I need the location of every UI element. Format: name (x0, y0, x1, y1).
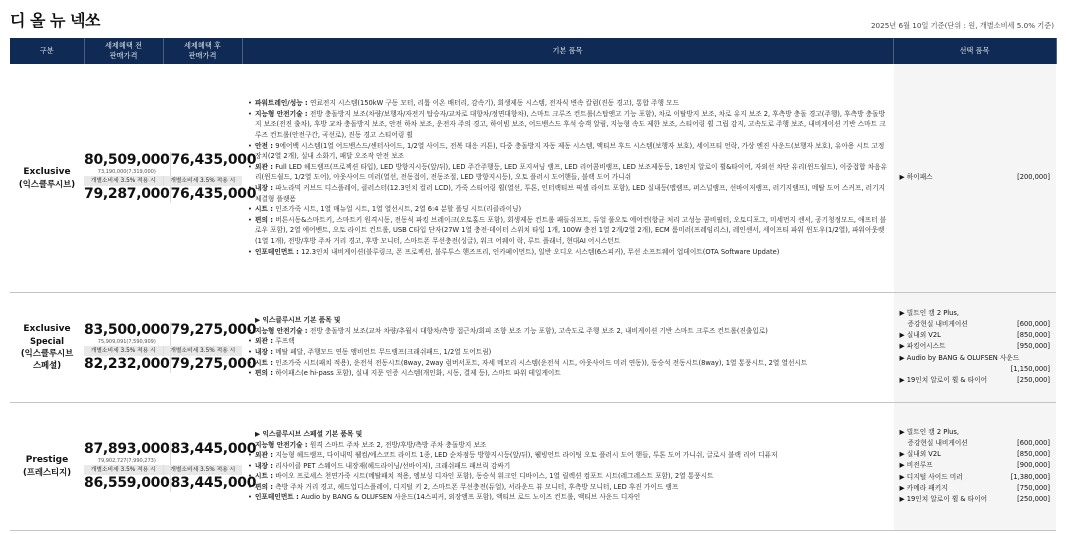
trim-subname: (익스클루시브) (18, 178, 76, 189)
basic-item (248, 109, 889, 141)
tax-band-label: 개별소비세 3.5% 적용 시 (163, 465, 243, 475)
price-after-box (170, 152, 257, 176)
price-cell (84, 292, 257, 402)
basic-item-text: 버튼시동&스마트키, 스마트키 원격시동, 전동식 파킹 브레이크(오토홀드 포함), 회생제동 컨트롤 패들쉬프트, 듀얼 풀오토 에어컨(항균 처리 고성능 콤비필터, 오토디포그, 미세먼지 센서, 공기청정모드, 애프터 블로우 포함), 2열 에어벤트, 오토 라이트 컨트롤, USB C타입 단자(27W 1열 충전·데이터 스위치 타입 1개, 100W 충전 1열 2개/2열 2개), ECM 룸미러(프레임리스), 레인센서, 세이프티 파워 윈도우(1/2열), 파워아웃렛(1열 1개), 전방/후방 주차 거리 경고, 후방 모니터, 스마트폰 무선충전(싱글), 워크 어웨이 락, 루트 플래너, 현대AI 어시스턴트 (255, 215, 887, 246)
price-basis-note: 2025년 6월 10일 기준(단위 : 원, 개별소비세 5.0% 기준) (870, 21, 1054, 30)
option-item (900, 330, 1051, 341)
tax-band-label: 개별소비세 3.5% 적용 시 (84, 465, 163, 475)
price-after-35: 76,435,000 (170, 186, 257, 203)
header-price-before: 세제혜택 전 판매가격 (84, 38, 163, 64)
option-price: [750,000] (1017, 483, 1050, 492)
option-item (900, 460, 1051, 471)
basic-item-category: 내장 : (255, 184, 276, 193)
price-before-detail: 79,902,727(7,990,273) (97, 457, 156, 464)
basic-item-text: 루프랙 (275, 337, 295, 346)
basic-items-list (248, 98, 889, 257)
price-before-detail: 73,190,000(7,319,000) (97, 169, 156, 176)
price-before: 80,509,000 (84, 152, 170, 169)
option-item (900, 341, 1051, 352)
basic-item-category: 외관 : (255, 162, 276, 171)
basic-item (248, 162, 889, 183)
price-standard (84, 152, 257, 176)
option-name: ▶ 하이패스 (899, 173, 933, 182)
trim-name-cell (10, 402, 84, 530)
option-items-cell (893, 64, 1056, 292)
option-name: ▶ Audio by BANG & OLUFSEN 사운드 (899, 353, 1020, 362)
option-item (900, 308, 1051, 319)
price-before: 83,500,000 (84, 321, 170, 338)
price-standard (84, 440, 257, 465)
basic-item (248, 326, 889, 337)
header-trim: 구분 (10, 38, 84, 64)
trim-row (10, 402, 1056, 530)
price-standard (84, 321, 257, 346)
trim-subname: (익스클루시브 (20, 348, 74, 358)
option-item (900, 319, 1051, 330)
option-name: ▶ 디지털 사이드 미러 (899, 472, 963, 481)
option-name: ▶ 파킹어시스트 (899, 342, 946, 351)
trim-name-cell (10, 292, 84, 402)
option-item (900, 427, 1051, 438)
option-price: [250,000] (1017, 495, 1050, 503)
trim-row (10, 64, 1056, 292)
option-item (900, 472, 1051, 483)
option-name: ▶ 빌트인 캠 2 Plus, (899, 427, 959, 436)
option-item (900, 494, 1051, 505)
header-basic: 기본 품목 (242, 38, 893, 64)
option-name: 증강현실 내비게이션 (907, 438, 968, 447)
option-price: [200,000] (1017, 173, 1050, 182)
page-title: 디 올 뉴 넥쏘 (10, 11, 100, 30)
basic-item-category: 편의 : (255, 369, 276, 378)
basic-item-category: 내장 : (255, 348, 276, 356)
option-item (900, 172, 1051, 183)
basic-item-text: 9에어백 시스템(1열 어드밴스드/센터사이드, 1/2열 사이드, 전복 대응 커튼), 다중 충돌방지 자동 제동 시스템, 액티브 후드 시스템(보행자 보호), 세이프티 언락, 가상 엔진 사운드(보행자 보호), 유아용 시트 고정 장치(2열 2개), 실내 소화기, 패달 오조작 안전 보조 (255, 141, 885, 161)
basic-item-text: 리사이클 PET 스웨이드 내장재(헤드라이닝/선바이저), 크래쉬패드 패브릭 감싸기 (275, 461, 511, 470)
price-after: 83,445,000 (170, 440, 257, 457)
option-name: ▶ 빌트인 캠 2 Plus, (899, 308, 959, 317)
basic-item-text: 파노라믹 커브드 디스플레이, 클러스터(12.3인치 컬러 LCD), 가죽 스티어링 휠(열선, 투톤, 인터랙티브 픽셀 라이트 포함), LED 실내등(맵램프, 퍼스널램프, 선바이저램프, 러기지램프), 메탈 도어 스커프, 러기지 체결형 플랫폼 (255, 184, 885, 203)
basic-item-category: 내장 : (255, 461, 276, 470)
tax-band-row (84, 465, 242, 475)
price-table (10, 38, 1057, 531)
price-after: 76,435,000 (170, 152, 257, 169)
option-price: [1,150,000] (1010, 364, 1050, 373)
basic-item-category: 안전 : (255, 141, 276, 150)
basic-item-category: 지능형 안전기술 : (255, 326, 310, 335)
option-name: ▶ 실내외 V2L (899, 450, 941, 459)
basic-item (248, 215, 889, 247)
price-before-35: 82,232,000 (84, 355, 170, 372)
tax-band-label: 개별소비세 3.5% 적용 시 (163, 176, 243, 186)
basic-items-cell (242, 64, 893, 292)
basic-item (248, 347, 889, 358)
option-name: 증강현실 내비게이션 (907, 319, 968, 328)
basic-item (248, 461, 889, 472)
price-reduced (84, 474, 257, 492)
basic-item (248, 450, 889, 461)
option-price: [900,000] (1017, 461, 1050, 470)
trim-name: Prestige (25, 455, 69, 465)
price-before-35: 79,287,000 (84, 186, 170, 203)
option-item (900, 353, 1051, 364)
tax-band-label: 개별소비세 3.5% 적용 시 (163, 346, 243, 356)
basic-item (248, 98, 889, 109)
tax-band-row (84, 346, 242, 356)
option-name: ▶ 19인치 알로이 휠 & 타이어 (899, 376, 988, 384)
price-before-box (84, 441, 170, 465)
basic-item-text: Full LED 헤드램프(프로젝션 타입), LED 방향지시등(앞/뒤), LED 주간주행등, LED 포지셔닝 램프, LED 리어콤비램프, LED 보조제동등, 18인치 알로이 휠&타이어, 자외선 차단 유리(윈드쉴드), 이중접합 차음유리(윈드쉴드, 1/2열 도어), 아웃사이드 미러(열선, 전동접이, 전동조절, LED 방향지시등), 오토 플러시 도어핸들, 블랙 도어 가니쉬 (255, 162, 888, 182)
basic-item-text: 전방 충돌방지 보조(차량/보행자/자전거 탑승자/교차로 대향차/정면대향차), 스마트 크루즈 컨트롤(스탑앤고 기능 포함), 차로 이탈방지 보조, 차로 유지 보조 2, 후측방 충돌 경고(주행), 후측방 충돌방지 보조(전진 출차), 후방 교차 충돌방지 보조, 안전 하차 보조, 운전자 주의 경고, 하이빔 보조, 어드밴스드 후석 승객 알림, 지능형 속도 제한 보조, 스티어링 휠 그립 감지, 고속도로 주행 보조, 내비게이션 기반 스마트 크루즈 컨트롤(안전구간, 곡선로), 진동 경고 스티어링 휠 (255, 109, 886, 140)
price-before-detail: 75,909,091(7,590,909) (97, 338, 156, 345)
basic-item-category: 시트 : (255, 358, 276, 367)
basic-item-text: 원격 스마트 주차 보조 2, 전방/후방/측방 주차 충돌방지 보조 (309, 440, 487, 449)
price-before-35: 86,559,000 (84, 474, 170, 491)
basic-item (248, 368, 889, 379)
basic-item (248, 492, 889, 503)
basic-item-text: 바이오 프로세스 천연가죽 시트(메탈패치 적용, 엠보싱 디자인 포함), 동승석 워크인 디바이스, 1열 릴렉션 컴포트 시트(레그레스트 포함), 2열 통풍시트 (275, 472, 714, 481)
basic-item-category: 시트 : (255, 205, 276, 214)
basic-items-cell (242, 402, 893, 530)
basic-item-category: 파워트레인/성능 : (255, 99, 310, 108)
price-cell (84, 402, 257, 530)
price-before: 87,893,000 (84, 440, 170, 457)
basic-item-text: 연료전지 시스템(150kW 구동 모터, 리튬 이온 배터리, 감속기), 회생제동 시스템, 전자식 변속 칼럼(진동 경고), 통합 주행 모드 (310, 99, 680, 108)
basic-item (248, 183, 889, 204)
option-items-cell (893, 402, 1056, 530)
trim-name-cell (10, 64, 84, 292)
basic-items-cell (242, 292, 893, 402)
basic-item-text: 전방 충돌방지 보조(교차 차량/추월시 대향차/측방 접근차/회피 조향 보조 기능 포함), 고속도로 주행 보조 2, 내비게이션 기반 스마트 크루즈 컨트롤(진출입로) (309, 326, 768, 335)
trim-subname: (프레스티지) (22, 467, 72, 477)
basic-item-text: 12.3인치 내비게이션(블루링크, 폰 프로젝션, 블루투스 핸즈프리, 인카페이먼트), 일반 오디오 시스템(6스피커), 무선 소프트웨어 업데이트(OTA Software Update) (301, 247, 780, 256)
basic-item (248, 358, 889, 369)
option-price: [850,000] (1017, 331, 1050, 340)
basic-items-heading: ▶ 익스클루시브 기본 품목 및 (255, 316, 341, 325)
price-before-box (84, 152, 170, 176)
option-item (900, 483, 1051, 494)
basic-items-list (248, 429, 889, 503)
basic-item-category: 편의 : (255, 215, 276, 224)
basic-item-text: 하이패스(e hi-pass 포함), 실내 지문 인증 시스템(개인화, 시동, 결제 등), 스마트 파워 테일게이트 (275, 369, 561, 378)
tax-band-label: 개별소비세 3.5% 적용 시 (84, 176, 163, 186)
price-after-box (170, 441, 257, 465)
basic-items-list (248, 315, 889, 379)
price-reduced (84, 355, 257, 373)
basic-item (248, 247, 889, 258)
header-option: 선택 품목 (893, 38, 1056, 64)
option-name: ▶ 19인치 알로이 휠 & 타이어 (899, 495, 988, 503)
price-reduced (84, 186, 257, 203)
basic-item (248, 482, 889, 493)
option-item (900, 449, 1051, 460)
basic-item-category: 편의 : (255, 482, 276, 491)
basic-item-category: 인포테인먼트 : (255, 247, 302, 256)
option-price: [950,000] (1017, 342, 1050, 351)
option-item (900, 438, 1051, 449)
option-price: [1,380,000] (1010, 472, 1050, 481)
basic-item-category: 외관 : (255, 451, 276, 460)
price-after: 79,275,000 (170, 321, 257, 338)
basic-items-heading: ▶ 익스클루시브 스페셜 기본 품목 및 (255, 429, 363, 438)
basic-item (248, 141, 889, 162)
basic-item-text: 지능형 헤드램프, 다이내믹 웰컴/에스코트 라이트 1종, LED 순차점등 방향지시등(앞/뒤), 웰빙언트 라이팅 오토 플러시 도어 핸들, 투톤 도어 가니쉬, 글로시 블랙 리어 디퓨저 (275, 451, 778, 460)
basic-item-category: 외관 : (255, 337, 276, 346)
basic-item (248, 440, 889, 451)
basic-item (248, 471, 889, 482)
option-price: [600,000] (1017, 319, 1050, 328)
basic-item-text: Audio by BANG & OLUFSEN 사운드(14스피커, 외장앰프 포함), 액티브 로드 노이즈 컨트롤, 액티브 사운드 디자인 (301, 493, 641, 502)
trim-row (10, 292, 1056, 402)
basic-item-text: 측방 주차 거리 경고, 헤드업디스플레이, 디지털 키 2, 스마트폰 무선충전(듀얼), 서라운드 뷰 모니터, 후측방 모니터, LED 후진 가이드 램프 (275, 482, 679, 491)
price-after-box (170, 322, 257, 346)
option-name: ▶ 비전루프 (899, 461, 933, 470)
basic-item (248, 204, 889, 215)
trim-subname: 스페셜) (32, 360, 62, 370)
tax-band-label: 개별소비세 3.5% 적용 시 (84, 346, 163, 356)
option-name: ▶ 실내외 V2L (899, 331, 941, 340)
basic-item-text: 인조가죽 시트, 1열 매뉴얼 시트, 1열 열선시트, 2열 6:4 분할 폴딩 시트(리클라이닝) (275, 205, 522, 214)
trim-name: Exclusive (23, 324, 71, 334)
option-name: ▶ 카메라 패키지 (899, 483, 948, 492)
table-header (10, 38, 1056, 64)
price-before-box (84, 322, 170, 346)
basic-item-text: 메탈 페달, 주행모드 연동 앰비언트 무드램프(크래쉬패드, 1/2열 도어트림) (275, 348, 492, 356)
option-item (900, 375, 1051, 386)
price-cell (84, 64, 257, 292)
basic-item-category: 지능형 안전기술 : (255, 440, 310, 449)
basic-item-category: 인포테인먼트 : (255, 493, 302, 502)
trim-subname: Special (29, 336, 65, 346)
option-price: [850,000] (1017, 450, 1050, 459)
basic-item-category: 시트 : (255, 472, 276, 481)
option-items-cell (893, 292, 1056, 402)
price-after-35: 83,445,000 (170, 474, 257, 491)
price-after-35: 79,275,000 (170, 355, 257, 372)
tax-band-row (84, 176, 242, 186)
header-price-after: 세제혜택 후 판매가격 (163, 38, 242, 64)
option-item (900, 364, 1051, 375)
option-price: [600,000] (1017, 438, 1050, 447)
basic-item (248, 336, 889, 347)
trim-name: Exclusive (23, 166, 71, 177)
basic-item-category: 지능형 안전기술 : (255, 109, 310, 118)
option-price: [250,000] (1017, 376, 1050, 384)
basic-item-text: 인조가죽 시트(패치 적용), 운전석 전동시트(8way, 2way 럼버서포트, 자세 메모리 시스템(운전석 시트, 아웃사이드 미러 연동)), 동승석 전동시트(8way), 1열 통풍시트, 2열 열선시트 (275, 358, 808, 367)
